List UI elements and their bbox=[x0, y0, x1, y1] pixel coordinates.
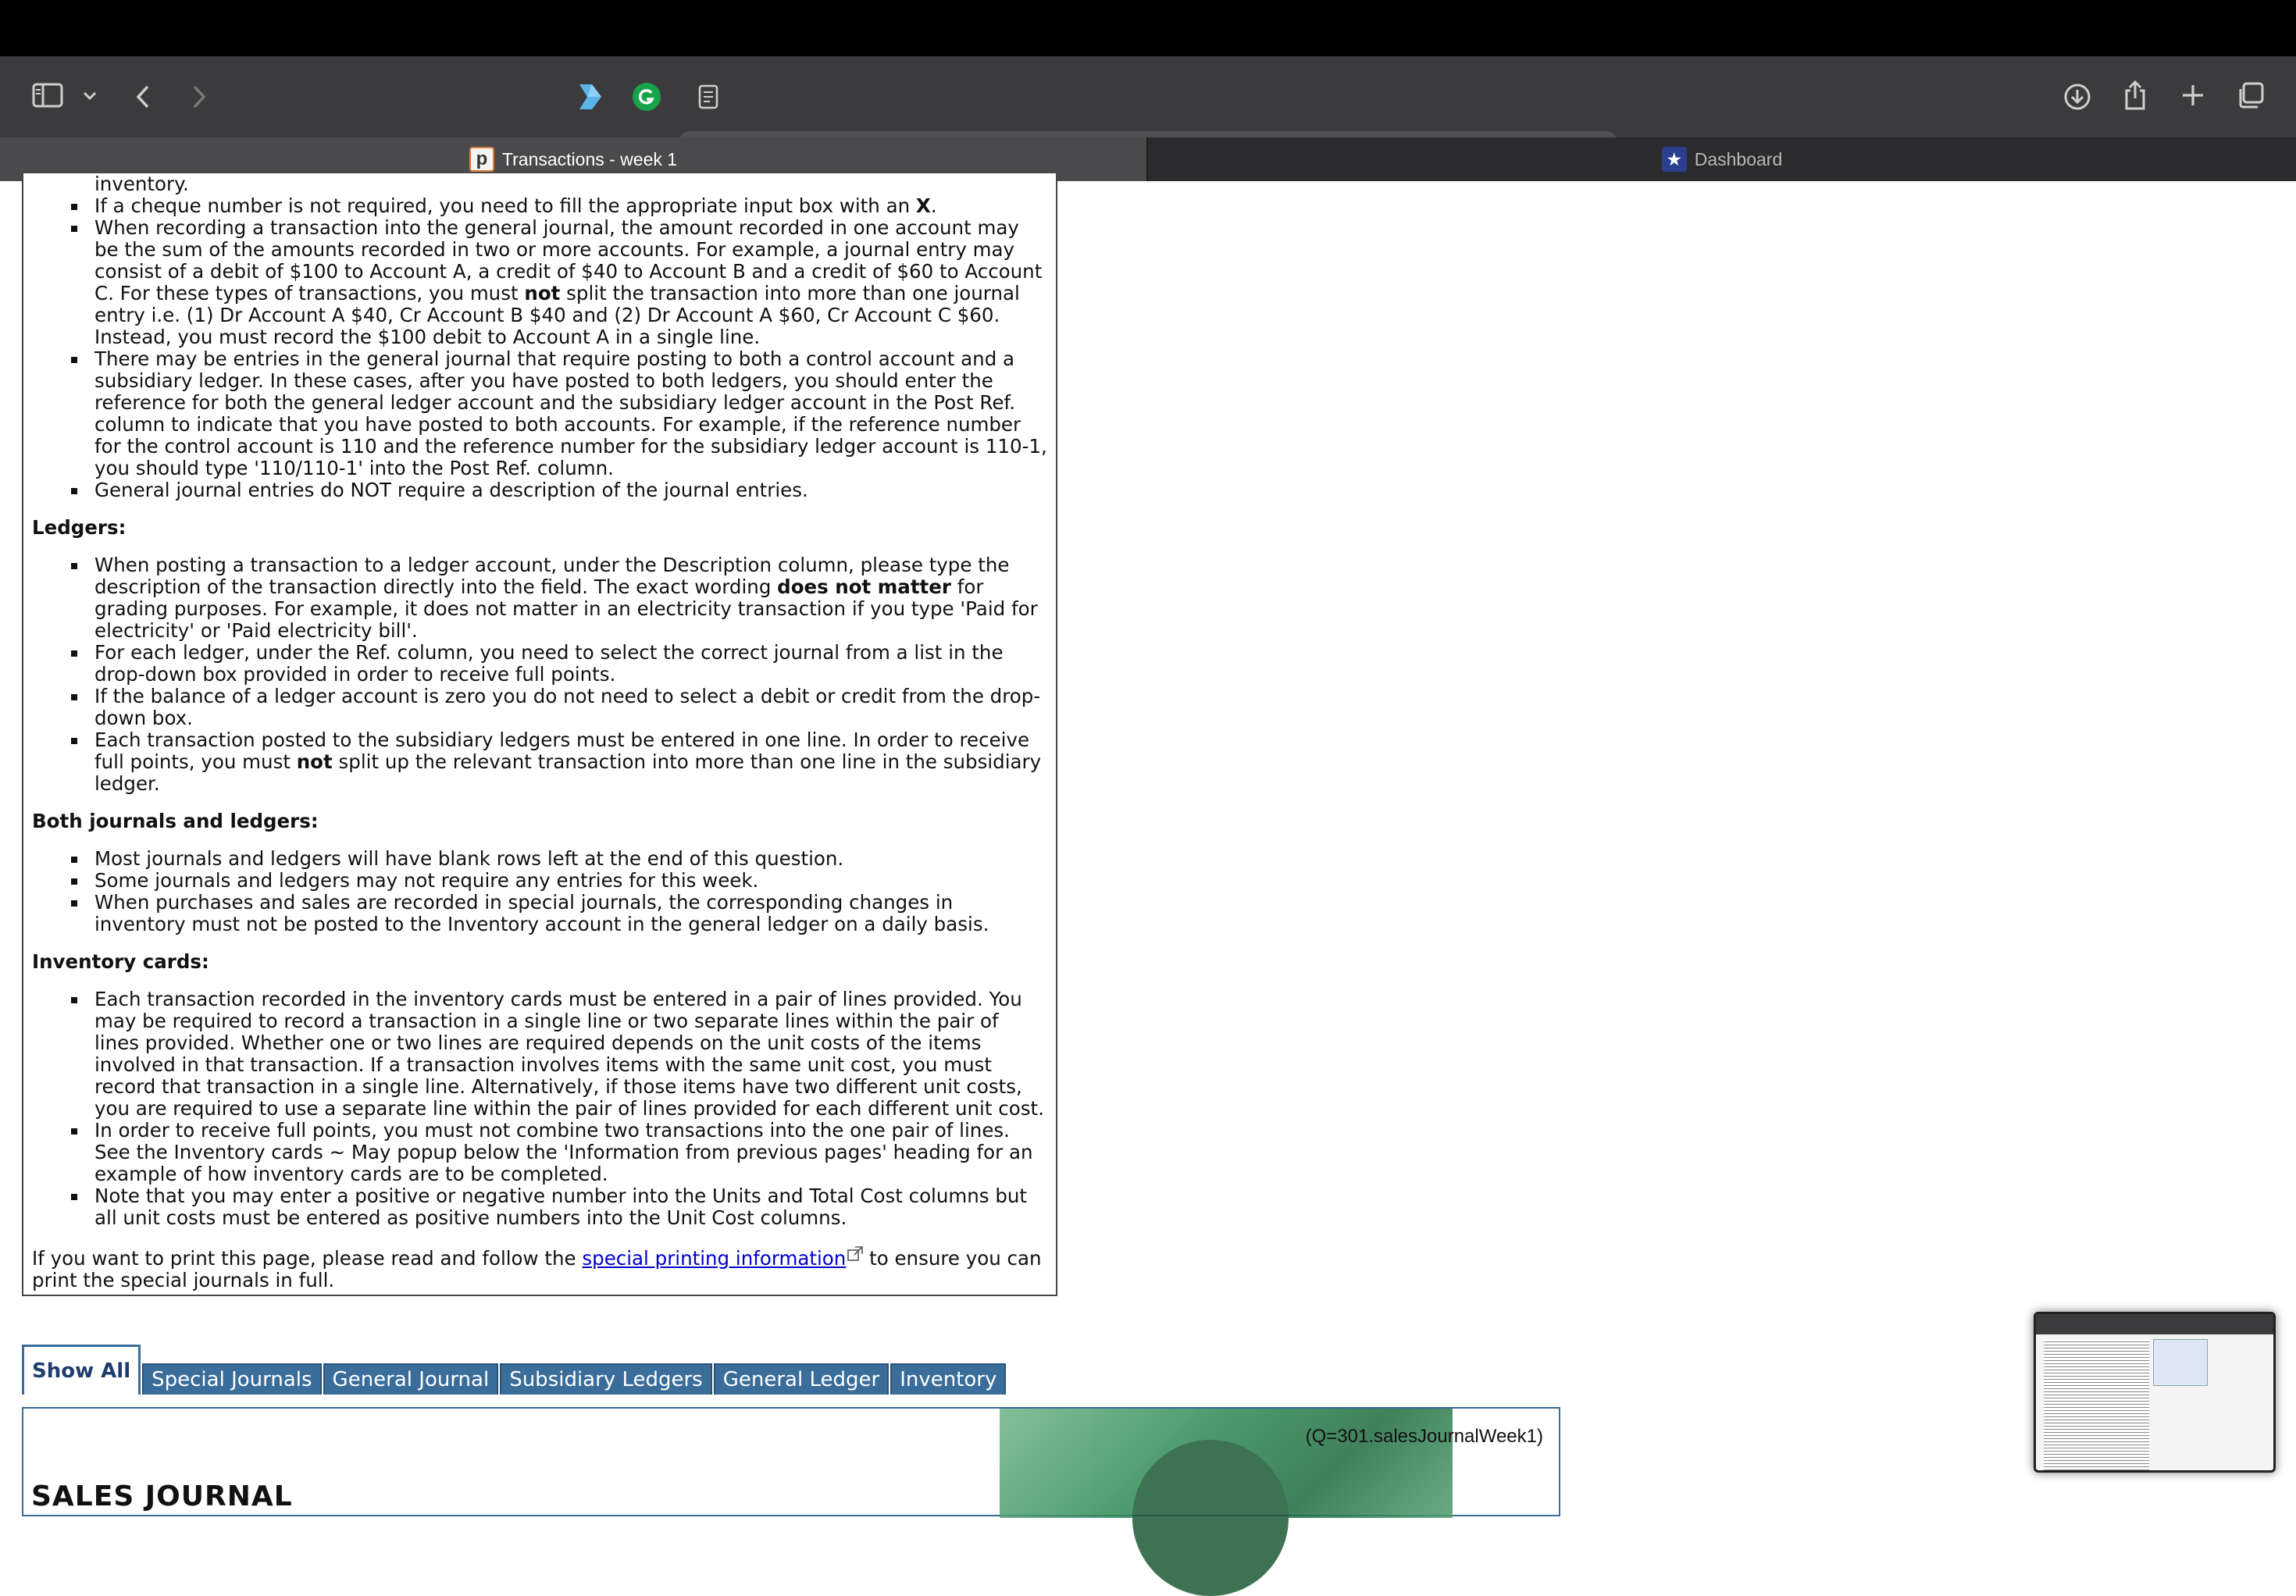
window-top-bar bbox=[0, 0, 2296, 56]
list-item: Some journals and ledgers may not require any entries for this week. bbox=[32, 870, 1047, 892]
emphasis-text: does not matter bbox=[777, 575, 951, 598]
list-item: If the balance of a ledger account is zero you do not need to select a debit or credit from the drop-down box. bbox=[32, 686, 1047, 729]
watermark-image bbox=[1000, 1409, 1453, 1518]
list-item: When purchases and sales are recorded in special journals, the corresponding changes in inventory must not be posted to the Inventory account in the general ledger on a daily basis. bbox=[32, 892, 1047, 935]
inventory-heading: Inventory cards: bbox=[32, 950, 209, 973]
list-item: There may be entries in the general journal that require posting to both a control account and a subsidiary ledger. In these cases, after you have posted to both ledgers, you should enter the reference for both the general ledger account and the subsidiary ledger account in the Post Ref. column to indicate that you have posted to both accounts. For example, if the reference number for the control account is 110 and the reference number for the subsidiary ledger account is 110-1, you should type '110/110-1' into the Post Ref. column. bbox=[32, 348, 1047, 479]
both-list bbox=[32, 848, 1047, 935]
browser-toolbar bbox=[0, 56, 2296, 137]
perdisco-favicon: p bbox=[469, 147, 494, 172]
instructions-panel bbox=[22, 173, 1057, 1296]
screenshot-thumbnail[interactable] bbox=[2034, 1312, 2276, 1473]
list-item: Note that you may enter a positive or negative number into the Units and Total Cost columns but all unit costs must be entered as positive numbers into the Unit Cost columns. bbox=[32, 1185, 1047, 1229]
emphasis-text: not bbox=[524, 282, 561, 305]
dashboard-favicon: ★ bbox=[1662, 147, 1687, 172]
list-item: General journal entries do NOT require a description of the journal entries. bbox=[32, 479, 1047, 501]
question-tabs bbox=[22, 1359, 1007, 1395]
chevron-down-icon[interactable] bbox=[80, 86, 100, 106]
share-icon[interactable] bbox=[2121, 77, 2149, 114]
general-journal-list bbox=[32, 195, 1047, 501]
list-item: If a cheque number is not required, you need to fill the appropriate input box with an X. bbox=[32, 195, 1047, 217]
list-item: For each ledger, under the Ref. column, you need to select the correct journal from a list in the drop-down box provided in order to receive full points. bbox=[32, 642, 1047, 686]
new-tab-icon[interactable] bbox=[2179, 80, 2207, 111]
forward-icon[interactable] bbox=[187, 81, 211, 112]
ledgers-heading: Ledgers: bbox=[32, 516, 127, 539]
print-note: If you want to print this page, please read and follow the special printing information to ensure you can print the special journals in full. bbox=[32, 1245, 1047, 1291]
list-item: Each transaction posted to the subsidiary ledgers must be entered in one line. In order to receive full points, you must not split up the relevant transaction into more than one line in the subsidiary ledger. bbox=[32, 729, 1047, 795]
extension-icon[interactable] bbox=[575, 80, 606, 114]
list-item: When recording a transaction into the general journal, the amount recorded in one account may be the sum of the amounts recorded in two or more accounts. For example, a journal entry may consist of a debit of $100 to Account A, a credit of $40 to Account B and a credit of $60 to Account C. For these types of transactions, you must not split the transaction into more than one journal entry i.e. (1) Dr Account A $40, Cr Account B $40 and (2) Dr Account A $60, Cr Account C $60. Instead, you must record the $100 debit to Account A in a single line. bbox=[32, 217, 1047, 348]
back-icon[interactable] bbox=[131, 81, 155, 112]
sales-journal-title: SALES JOURNAL bbox=[31, 1480, 293, 1512]
question-id: (Q=301.salesJournalWeek1) bbox=[1305, 1426, 1543, 1447]
grammarly-icon[interactable] bbox=[631, 81, 662, 112]
emphasis-text: not bbox=[296, 750, 333, 773]
browser-tab-dashboard[interactable] bbox=[1146, 137, 2296, 181]
list-item: When posting a transaction to a ledger account, under the Description column, please type the description of the transaction directly into the field. The exact wording does not matter for grading purposes. For example, it does not matter in an electricity transaction if you type 'Paid for electricity' or 'Paid electricity bill'. bbox=[32, 554, 1047, 642]
list-item: Each transaction recorded in the inventory cards must be entered in a pair of lines provided. You may be required to record a transaction in a single line or two separate lines within the pair of lines provided. Whether one or two lines are required depends on the unit costs of the items involved in that transaction. If a transaction involves items with the same unit cost, you must record that transaction in a single line. Alternatively, if those items have two different unit costs, you are required to use a separate line within the pair of lines provided for each different unit cost. bbox=[32, 989, 1047, 1120]
emphasis-text: X bbox=[915, 194, 931, 217]
fragment-text: inventory. bbox=[94, 173, 189, 195]
tab-inventory[interactable]: Inventory bbox=[890, 1363, 1006, 1395]
list-item: In order to receive full points, you must not combine two transactions into the one pair of lines. See the Inventory cards ~ May popup below the 'Information from previous pages' heading for an example of how inventory cards are to be completed. bbox=[32, 1120, 1047, 1185]
downloads-icon[interactable] bbox=[2062, 80, 2093, 114]
inventory-list bbox=[32, 989, 1047, 1229]
tab-general-journal[interactable]: General Journal bbox=[323, 1363, 499, 1395]
list-item: Most journals and ledgers will have blank rows left at the end of this question. bbox=[32, 848, 1047, 870]
both-heading: Both journals and ledgers: bbox=[32, 810, 319, 832]
browser-tab-label: Transactions - week 1 bbox=[501, 148, 678, 169]
tab-general-ledger[interactable]: General Ledger bbox=[714, 1363, 889, 1395]
external-link-icon bbox=[847, 1245, 863, 1260]
tab-overview-icon[interactable] bbox=[2235, 80, 2266, 111]
ledgers-list bbox=[32, 554, 1047, 795]
tab-show-all[interactable]: Show All bbox=[22, 1345, 141, 1395]
journal-panel bbox=[22, 1407, 1560, 1516]
sidebar-toggle-icon[interactable] bbox=[30, 80, 66, 111]
page-content bbox=[0, 173, 2296, 1512]
browser-tab-label: Dashboard bbox=[1694, 148, 1783, 169]
tab-special-journals[interactable]: Special Journals bbox=[142, 1363, 321, 1395]
tab-subsidiary-ledgers[interactable]: Subsidiary Ledgers bbox=[500, 1363, 712, 1395]
special-printing-link[interactable]: special printing information bbox=[582, 1247, 847, 1270]
reader-icon[interactable] bbox=[695, 83, 722, 111]
